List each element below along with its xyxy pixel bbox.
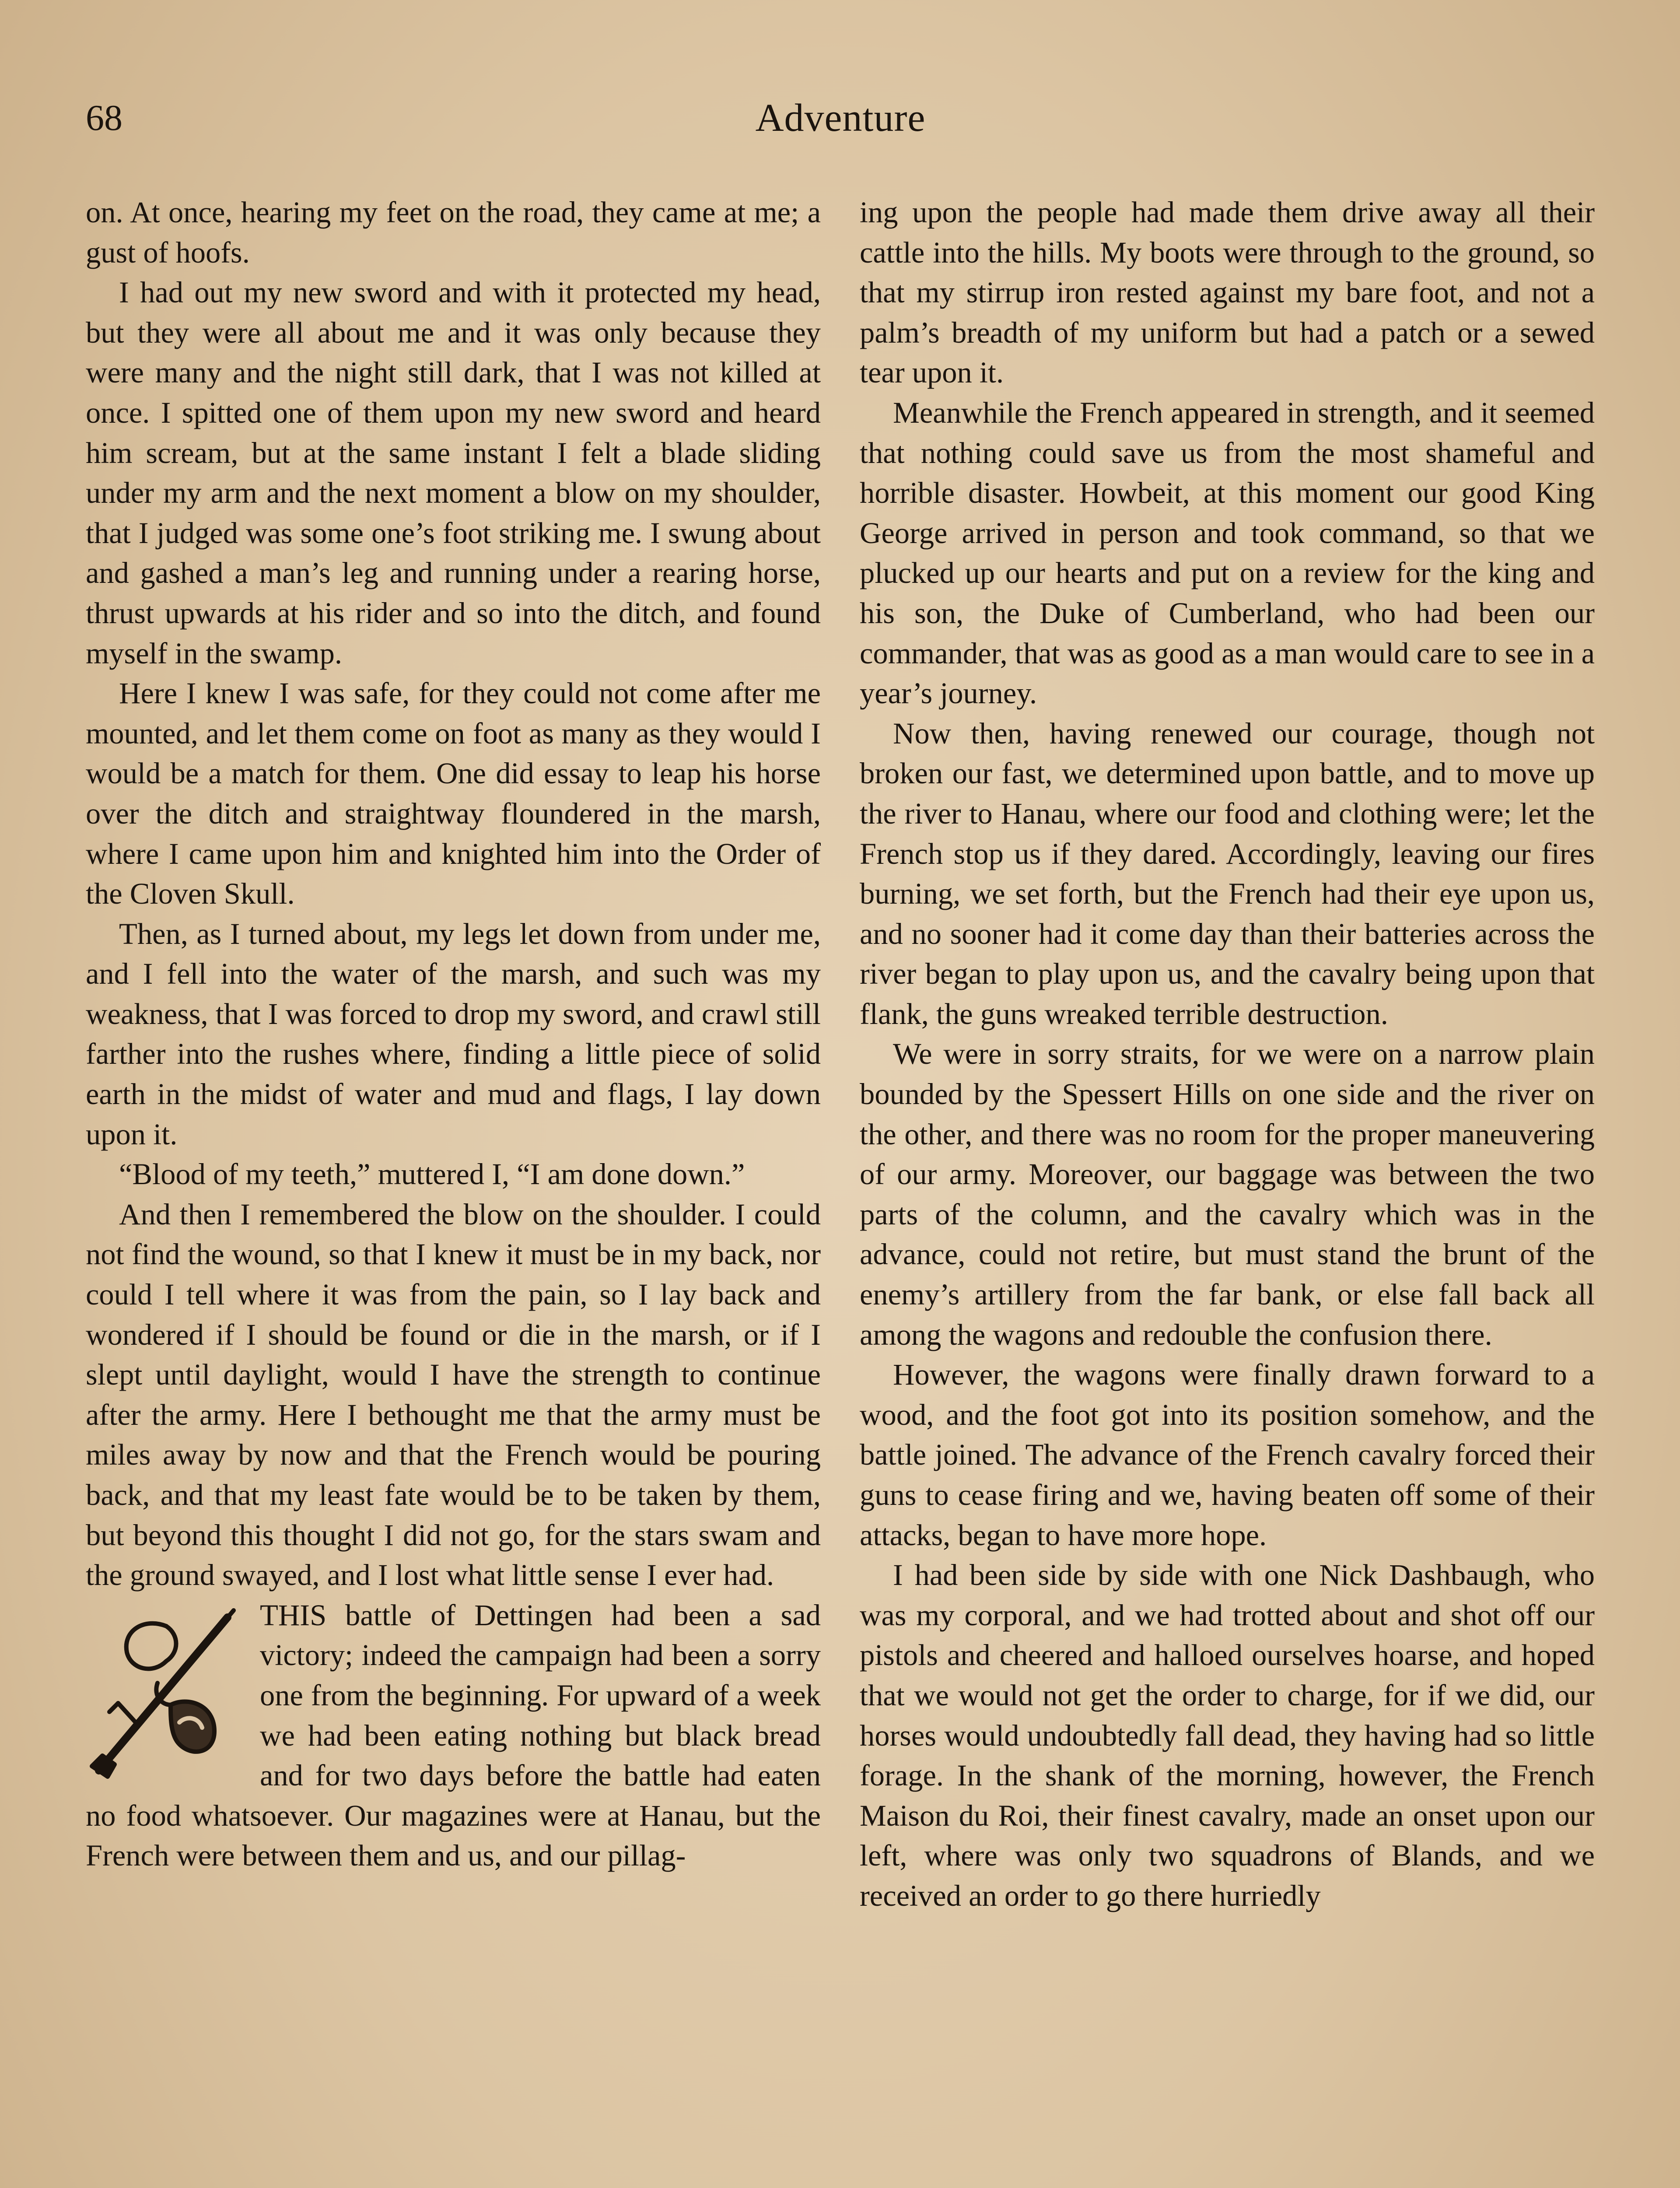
page-header: [86, 94, 1595, 147]
right-column: [860, 193, 1595, 1916]
paragraph: Here I knew I was safe, for they could not come after me mounted, and let them come on foot as many as they would I would be a match for them. One did essay to leap his horse over the ditch and straightway floundered in the marsh, where I came upon him and knighted him into the Order of the Cloven Skull.: [86, 677, 821, 911]
paragraph: Meanwhile the French appeared in strength, and it seemed that nothing could save us from the most shameful and horrible disaster. Howbeit, at this moment our good King George arrived in person and took command, so that we plucked up our hearts and put on a review for the king and his son, the Duke of Cumberland, who had been our commander, that was as good as a man would care to see in a year’s journey.: [860, 396, 1595, 710]
paragraph: And then I remembered the blow on the shoulder. I could not find the wound, so that I knew it must be in my back, nor could I tell where it was from the pain, so I lay back and wondered if I should be found or die in the marsh, or if I slept until daylight, would I have the strength to continue after the army. Here I bethought me that the army must be miles away by now and that the French would be pouring back, and that my least fate would be to be taken by them, but beyond this thought I did not go, for the stars swam and the ground swayed, and I lost what little sense I ever had.: [86, 1197, 821, 1592]
paragraph: THIS battle of Dettingen had been a sad victory; indeed the campaign had been a sorry one from the beginning. For upward of a week we had been eating nothing but black bread and for two days before the battle had eaten no food whatsoever. Our magazines were at Hanau, but the French were between them and us, and our pillag-: [86, 1598, 821, 1872]
musket-and-powder-horn-icon: [83, 1600, 249, 1779]
paragraph: ing upon the people had made them drive away all their cattle into the hills. My boots were through to the ground, so that my stirrup iron rested against my bare foot, and not a palm’s breadth of my uniform but had a patch or a sewed tear upon it.: [860, 196, 1595, 389]
paragraph: However, the wagons were finally drawn forward to a wood, and the foot got into its position somehow, and the battle joined. The advance of the French cavalry forced their guns to cease firing and we, having beaten off some of their attacks, began to have more hope.: [860, 1358, 1595, 1552]
left-column: [86, 193, 821, 1876]
page-number: 68: [86, 98, 122, 138]
paragraph: Now then, having renewed our courage, though not broken our fast, we determined upon battle, and to move up the river to Hanau, where our food and clothing were; let the French stop us if they dared. Accordingly, leaving our fires burning, we set forth, but the French had their eye upon us, and no sooner had it come day than their batteries across the river began to play upon us, and the cavalry being upon that flank, the guns wreaked terrible destruction.: [860, 716, 1595, 1031]
paragraph: We were in sorry straits, for we were on a narrow plain bounded by the Spessert Hills on one side and the river on the other, and there was no room for the proper maneuvering of our army. Moreover, our baggage was between the two parts of the column, and the cavalry which was in the advance, could not retire, but must stand the brunt of the enemy’s artillery from the far bank, or else fall back all among the wagons and redouble the confusion there.: [860, 1037, 1595, 1351]
paragraph: I had been side by side with one Nick Dashbaugh, who was my corporal, and we had trotted about and shot off our pistols and cheered and halloed ourselves hoarse, and hoped that we would not get the order to charge, for if we did, our horses would undoubtedly fall dead, they having had so little forage. In the shank of the morning, however, the French Maison du Roi, their finest cavalry, made an onset upon our left, where was only two squadrons of Blands, and we received an order to go there hurriedly: [860, 1558, 1595, 1912]
paragraph: I had out my new sword and with it protected my head, but they were all about me and it was only because they were many and the night still dark, that I was not killed at once. I spitted one of them upon my new sword and heard him scream, but at the same instant I felt a blade sliding under my arm and the next moment a blow on my shoulder, that I judged was some one’s foot striking me. I swung about and gashed a man’s leg and running under a rearing horse, thrust upwards at his rider and so into the ditch, and found myself in the swamp.: [86, 276, 821, 670]
paragraph: Then, as I turned about, my legs let down from under me, and I fell into the water of the marsh, and such was my weakness, that I was forced to drop my sword, and crawl still farther into the rushes where, finding a little piece of solid earth in the midst of water and mud and flags, I lay down upon it.: [86, 917, 821, 1151]
paragraph: “Blood of my teeth,” muttered I, “I am done down.”: [119, 1157, 745, 1191]
paragraph: on. At once, hearing my feet on the road, they came at me; a gust of hoofs.: [86, 196, 821, 269]
running-title: Adventure: [755, 96, 926, 140]
